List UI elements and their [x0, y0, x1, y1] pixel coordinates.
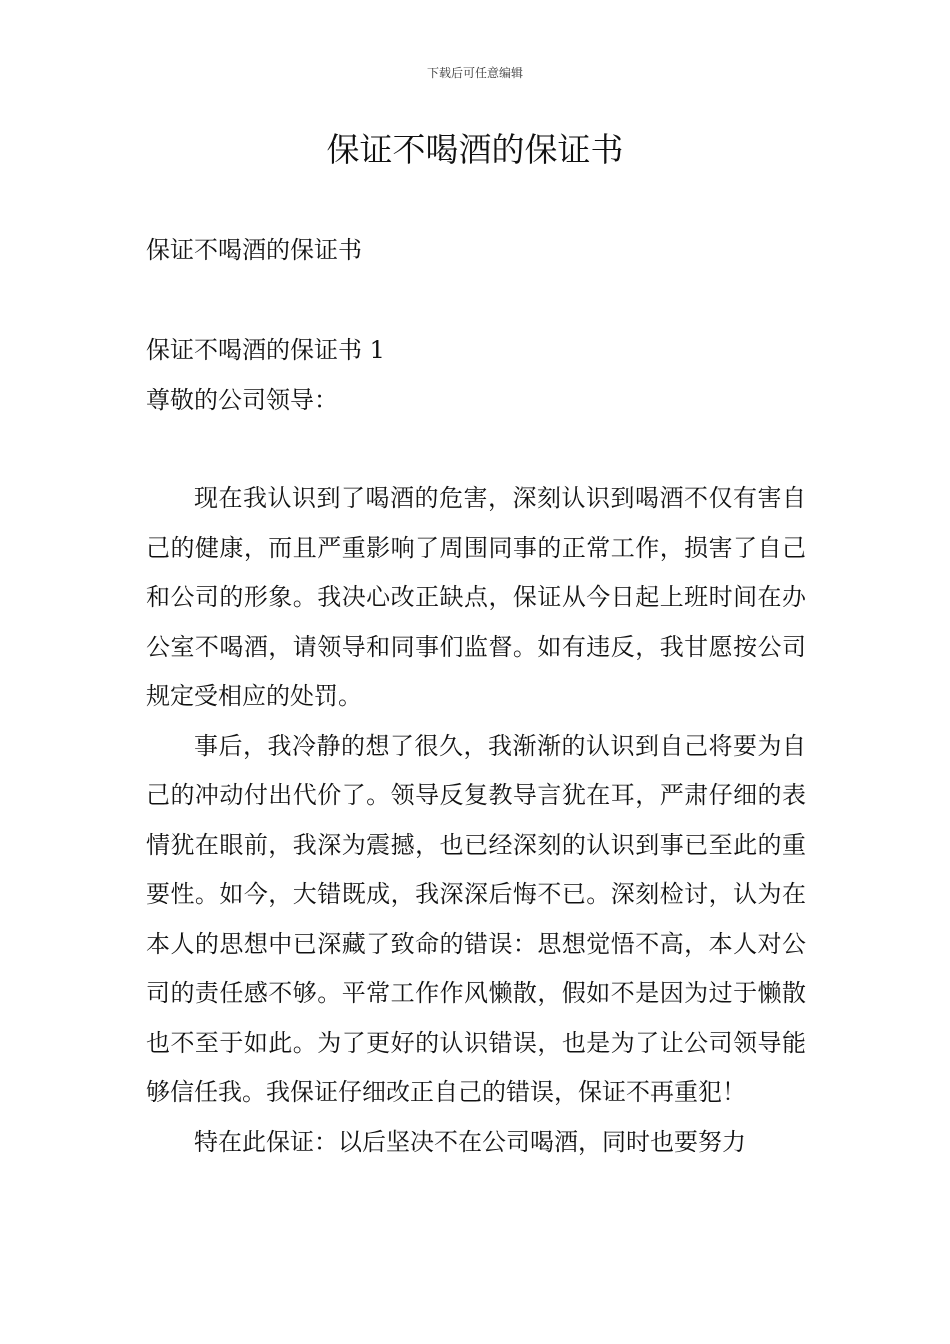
paragraph-2: 事后，我冷静的想了很久，我渐渐的认识到自己将要为自己的冲动付出代价了。领导反复教导言犹在耳，严肃仔细的表情犹在眼前，我深为震撼，也已经深刻的认识到事已至此的重要性。如今，大错既成，我深深后悔不已。深刻检讨，认为在本人的思想中已深藏了致命的错误：思想觉悟不高，本人对公司的责任感不够。平常工作作风懒散，假如不是因为过于懒散也不至于如此。为了更好的认识错误，也是为了让公司领导能够信任我。我保证仔细改正自己的错误，保证不再重犯！: [146, 731, 806, 1106]
paragraph-3: 特在此保证：以后坚决不在公司喝酒，同时也要努力: [194, 1127, 746, 1156]
paragraph-1: 现在我认识到了喝酒的危害，深刻认识到喝酒不仅有害自己的健康，而且严重影响了周围同事的正常工作，损害了自己和公司的形象。我决心改正缺点，保证从今日起上班时间在办公室不喝酒，请领导和同事们监督。如有违反，我甘愿按公司规定受相应的处罚。: [146, 484, 806, 710]
section-heading: 保证不喝酒的保证书 1: [146, 336, 385, 364]
document-subtitle: 保证不喝酒的保证书: [146, 236, 362, 264]
body-text: [146, 474, 806, 1167]
salutation: 尊敬的公司领导：: [146, 386, 338, 414]
header-note: 下载后可任意编辑: [426, 66, 523, 80]
document-title: 保证不喝酒的保证书: [326, 130, 624, 169]
